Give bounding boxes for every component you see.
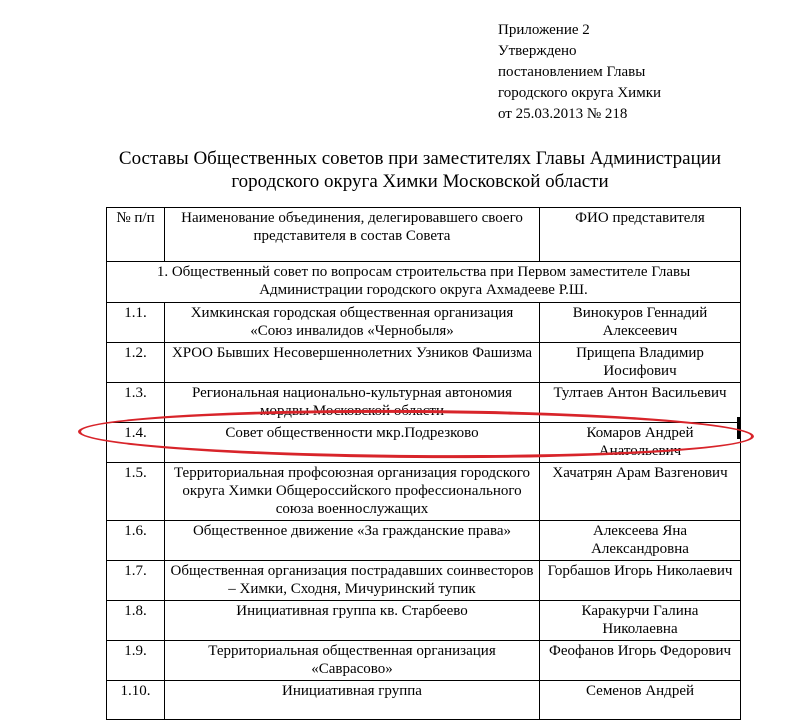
title-line: городского округа Химки Московской области [231, 171, 609, 192]
table-row [107, 383, 741, 423]
row-org: Общественное движение «За гражданские права» [165, 521, 540, 561]
table-header-row [107, 208, 741, 262]
table-row [107, 343, 741, 383]
row-org: Региональная национально-культурная автономия мордвы Московской области [165, 383, 540, 423]
row-org: Инициативная группа [165, 681, 540, 720]
row-org: Совет общественности мкр.Подрезково [165, 423, 540, 463]
header-org: Наименование объединения, делегировавшего своего представителя в состав Совета [165, 208, 540, 262]
row-num: 1.2. [107, 343, 165, 383]
appendix-line: постановлением Главы [498, 64, 646, 80]
row-person: Каракурчи Галина Николаевна [540, 601, 741, 641]
table-row-highlighted [107, 423, 741, 463]
row-num: 1.10. [107, 681, 165, 720]
appendix-line: Утверждено [498, 43, 577, 59]
row-org: ХРОО Бывших Несовершеннолетних Узников Фашизма [165, 343, 540, 383]
row-num: 1.4. [107, 423, 165, 463]
row-org: Территориальная общественная организация «Саврасово» [165, 641, 540, 681]
row-person: Прищепа Владимир Иосифович [540, 343, 741, 383]
row-person: Феофанов Игорь Федорович [540, 641, 741, 681]
row-num: 1.6. [107, 521, 165, 561]
table-row [107, 681, 741, 720]
header-person: ФИО представителя [540, 208, 741, 262]
table-row [107, 561, 741, 601]
appendix-line: городского округа Химки [498, 85, 662, 101]
row-num: 1.1. [107, 303, 165, 343]
cursor-mark [737, 417, 741, 439]
table-row [107, 303, 741, 343]
row-org: Территориальная профсоюзная организация городского округа Химки Общероссийского профессионального союза военнослужащих [165, 463, 540, 521]
table-row [107, 641, 741, 681]
council-table [106, 207, 741, 720]
row-person: Комаров Андрей Анатольевич [540, 423, 741, 463]
row-org: Инициативная группа кв. Старбеево [165, 601, 540, 641]
header-num: № п/п [107, 208, 165, 262]
section-row [107, 262, 741, 303]
row-num: 1.3. [107, 383, 165, 423]
table-row [107, 521, 741, 561]
row-num: 1.5. [107, 463, 165, 521]
row-person: Семенов Андрей [540, 681, 741, 720]
row-person: Горбашов Игорь Николаевич [540, 561, 741, 601]
row-person: Хачатрян Арам Вазгенович [540, 463, 741, 521]
document-title [90, 147, 750, 193]
row-num: 1.8. [107, 601, 165, 641]
table-row [107, 463, 741, 521]
row-num: 1.9. [107, 641, 165, 681]
appendix-block [498, 20, 661, 125]
table-row [107, 601, 741, 641]
row-person: Винокуров Геннадий Алексеевич [540, 303, 741, 343]
row-person: Алексеева Яна Александровна [540, 521, 741, 561]
section-title: 1. Общественный совет по вопросам строительства при Первом заместителе Главы Администрации городского округа Ахмадееве Р.Ш. [107, 262, 741, 303]
row-org: Химкинская городская общественная организация «Союз инвалидов «Чернобыля» [165, 303, 540, 343]
row-num: 1.7. [107, 561, 165, 601]
row-org: Общественная организация пострадавших соинвесторов – Химки, Сходня, Мичуринский тупик [165, 561, 540, 601]
appendix-line: от 25.03.2013 № 218 [498, 106, 628, 122]
title-line: Составы Общественных советов при заместителях Главы Администрации [118, 148, 722, 169]
appendix-line: Приложение 2 [498, 22, 590, 38]
row-person: Тултаев Антон Васильевич [540, 383, 741, 423]
